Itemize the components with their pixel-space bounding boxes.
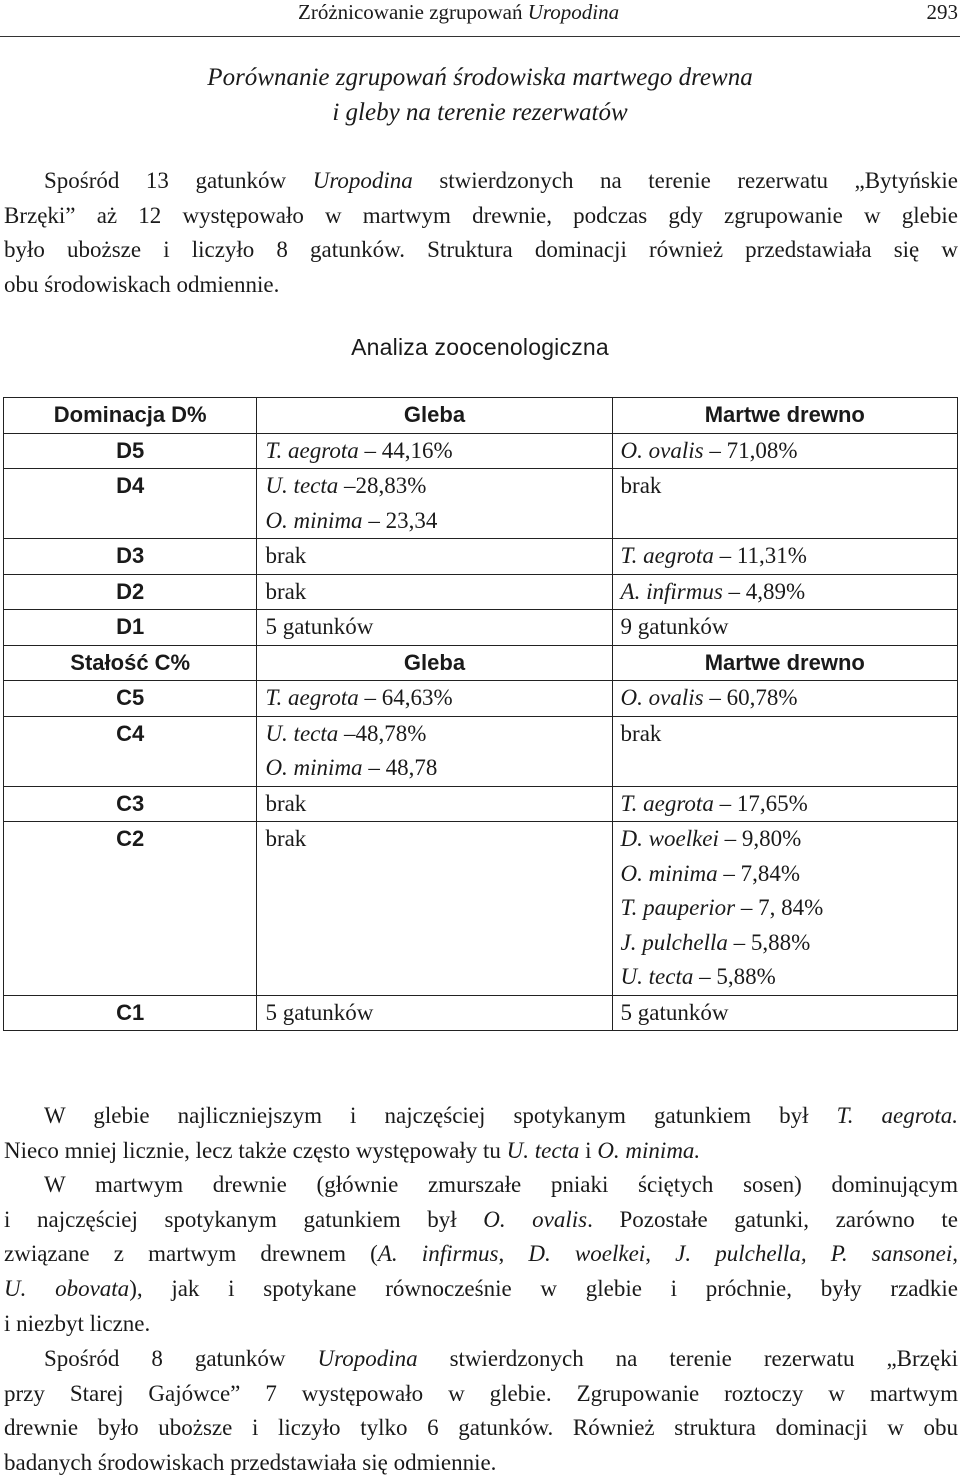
table-row <box>4 716 958 786</box>
table-entry: T. pauperior – 7, 84% <box>620 895 824 920</box>
table-entry: O. minima – 48,78 <box>265 755 438 780</box>
header-soil-cell: Gleba <box>257 645 612 681</box>
table-entry: T. aegrota – 11,31% <box>620 543 807 568</box>
soil-cell <box>257 716 612 786</box>
intro-paragraph <box>4 164 958 303</box>
table-entry: brak <box>265 790 307 816</box>
table-entry: U. tecta – 5,88% <box>620 964 776 989</box>
body-line: i niezbyt liczne. <box>4 1310 151 1336</box>
running-title <box>298 0 619 25</box>
body-line: badanych środowiskach przedstawiała się odmiennie. <box>4 1450 497 1476</box>
table-entry: 9 gatunków <box>620 614 729 639</box>
table-entry: D. woelkei – 9,80% <box>620 826 802 851</box>
page-number: 293 <box>926 0 958 24</box>
table-row <box>4 995 958 1031</box>
header-class-cell: Stałość C% <box>4 645 257 681</box>
class-cell: D4 <box>4 469 257 539</box>
table-entry: O. minima – 7,84% <box>620 860 801 886</box>
table-entry: brak <box>620 720 662 746</box>
body-line: Nieco mniej licznie, lecz także często występowały tu U. tecta i O. minima. <box>4 1137 701 1163</box>
constancy-header-row <box>4 645 958 681</box>
header-soil-cell: Gleba <box>257 398 612 434</box>
body-line: i najczęściej spotykanym gatunkiem był O. ovalis. Pozostałe gatunki, zarówno te <box>4 1206 958 1232</box>
soil-cell <box>257 574 612 610</box>
table-entry: T. aegrota – 44,16% <box>265 437 453 463</box>
soil-cell <box>257 539 612 575</box>
body-paragraph-1 <box>4 1099 958 1168</box>
running-title-text: Zróżnicowanie zgrupowań <box>298 0 528 24</box>
table-row <box>4 822 958 996</box>
soil-cell <box>257 822 612 996</box>
table-entry: brak <box>265 578 307 604</box>
body-paragraph-3 <box>4 1342 958 1481</box>
header-wood-cell: Martwe drewno <box>612 398 957 434</box>
table-entry: T. aegrota – 17,65% <box>620 790 808 816</box>
intro-line: Spośród 13 gatunków Uropodina stwierdzonych na terenie rezerwatu „Bytyńskie <box>44 168 958 193</box>
wood-cell <box>612 433 957 469</box>
table-row <box>4 610 958 646</box>
wood-cell <box>612 539 957 575</box>
body-line: drewnie było uboższe i liczyło tylko 6 gatunków. Również struktura dominacji w obu <box>4 1415 958 1441</box>
analysis-title: Analiza zoocenologiczna <box>351 334 609 360</box>
body-line: W martwym drewnie (głównie zmurszałe pniaki ściętych sosen) dominującym <box>44 1172 958 1197</box>
class-cell: C4 <box>4 716 257 786</box>
section-title-line-2: i gleby na terenie rezerwatów <box>332 99 628 126</box>
wood-cell <box>612 681 957 717</box>
table-entry: A. infirmus – 4,89% <box>620 578 806 604</box>
class-cell: D5 <box>4 433 257 469</box>
table-entry: U. tecta –48,78% <box>265 720 427 746</box>
table-entry: brak <box>620 473 662 498</box>
table-row <box>4 539 958 575</box>
wood-cell <box>612 995 957 1031</box>
table-entry: 5 gatunków <box>265 999 374 1025</box>
body-line: przy Starej Gajówce” 7 występowało w glebie. Zgrupowanie roztoczy w martwym <box>4 1380 958 1406</box>
body-paragraph-2 <box>4 1168 958 1342</box>
soil-cell <box>257 995 612 1031</box>
soil-cell <box>257 433 612 469</box>
class-cell: D1 <box>4 610 257 646</box>
soil-cell <box>257 610 612 646</box>
table-row <box>4 469 958 539</box>
table-row <box>4 574 958 610</box>
class-cell: D3 <box>4 539 257 575</box>
running-title-taxon: Uropodina <box>527 0 620 24</box>
header-class-cell: Dominacja D% <box>4 398 257 434</box>
section-title-line-1: Porównanie zgrupowań środowiska martwego drewna <box>207 64 753 91</box>
table-entry: O. minima – 23,34 <box>265 507 438 533</box>
wood-cell <box>612 716 957 786</box>
table-entry: O. ovalis – 60,78% <box>620 685 798 710</box>
intro-line: było uboższe i liczyło 8 gatunków. Struktura dominacji również przedstawiała się w <box>4 237 958 263</box>
class-cell: C5 <box>4 681 257 717</box>
intro-line: obu środowiskach odmiennie. <box>4 272 280 298</box>
body-line: U. obovata), jak i spotykane równocześnie w glebie i próchnie, były rzadkie <box>4 1276 958 1302</box>
table-entry: brak <box>265 826 307 851</box>
table-row <box>4 433 958 469</box>
table-entry: 5 gatunków <box>620 999 729 1025</box>
wood-cell <box>612 610 957 646</box>
soil-cell <box>257 681 612 717</box>
header-wood-cell: Martwe drewno <box>612 645 957 681</box>
body-line: Spośród 8 gatunków Uropodina stwierdzonych na terenie rezerwatu „Brzęki <box>44 1346 958 1371</box>
body-line: związane z martwym drewnem (A. infirmus, D. woelkei, J. pulchella, P. sansonei, <box>4 1241 959 1267</box>
class-cell: C3 <box>4 786 257 822</box>
wood-cell <box>612 786 957 822</box>
wood-cell <box>612 822 957 996</box>
table-entry: J. pulchella – 5,88% <box>620 929 811 955</box>
table-entry: 5 gatunków <box>265 614 374 639</box>
table-row <box>4 681 958 717</box>
running-header <box>0 0 960 37</box>
table-entry: U. tecta –28,83% <box>265 473 427 498</box>
table-row <box>4 786 958 822</box>
class-cell: C2 <box>4 822 257 996</box>
class-cell: C1 <box>4 995 257 1031</box>
body-line: W glebie najliczniejszym i najczęściej spotykanym gatunkiem był T. aegrota. <box>44 1103 958 1128</box>
soil-cell <box>257 786 612 822</box>
soil-cell <box>257 469 612 539</box>
class-cell: D2 <box>4 574 257 610</box>
table-entry: T. aegrota – 64,63% <box>265 685 453 710</box>
table-entry: O. ovalis – 71,08% <box>620 437 798 463</box>
wood-cell <box>612 469 957 539</box>
wood-cell <box>612 574 957 610</box>
intro-line: Brzęki” aż 12 występowało w martwym drewnie, podczas gdy zgrupowanie w glebie <box>4 202 958 228</box>
dominance-header-row <box>4 398 958 434</box>
table-entry: brak <box>265 543 307 568</box>
zoocenological-table <box>3 397 958 1031</box>
